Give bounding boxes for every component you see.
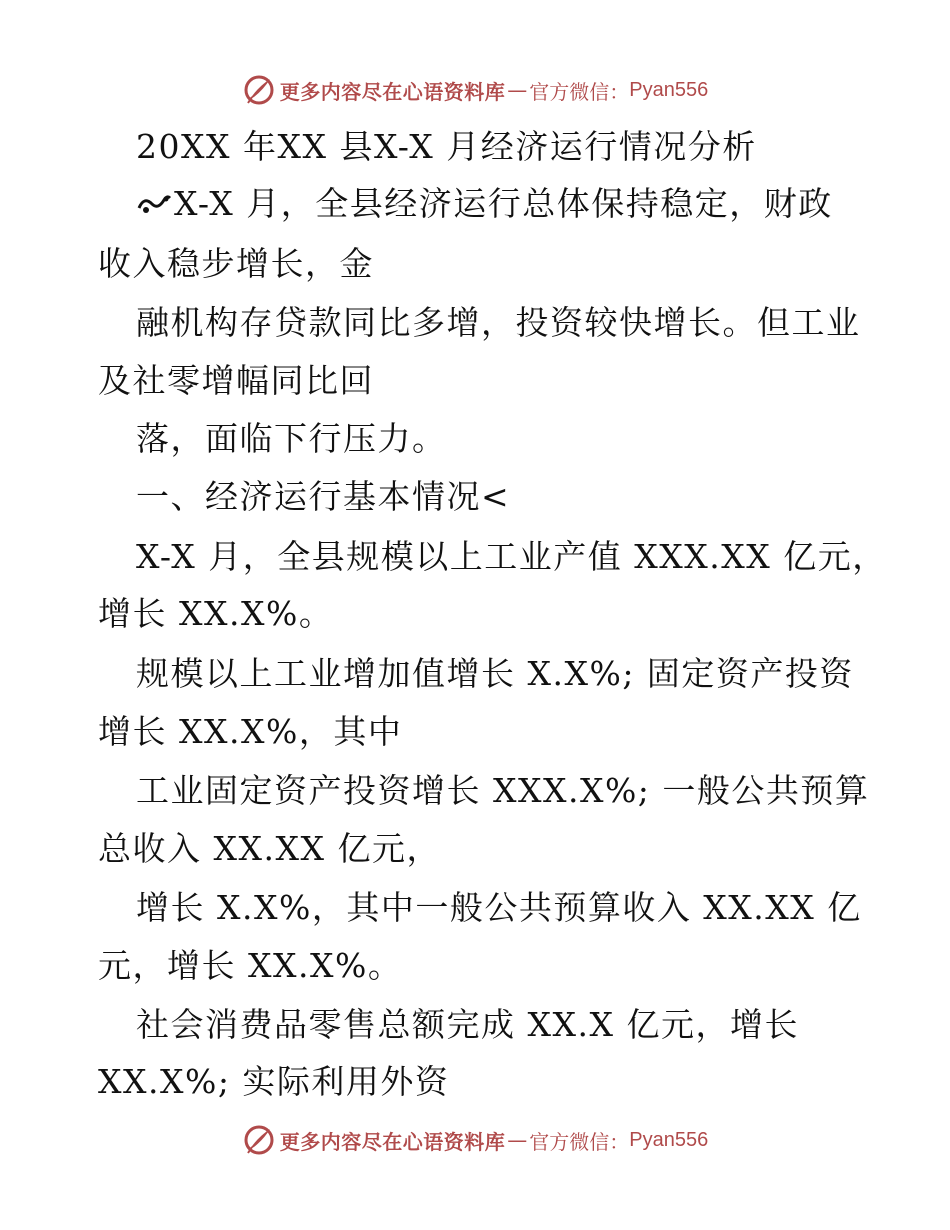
paragraph-line: XX.X%; 实际利用外资 [98, 1062, 450, 1101]
paragraph-line: 增长 XX.X%，其中 [98, 712, 403, 751]
paragraph-line: 总收入 XX.XX 亿元， [98, 829, 441, 868]
banner-wechat-label: 官方微信： [529, 1129, 630, 1154]
paragraph-line: 元，增长 XX.X%。 [98, 946, 403, 985]
banner-wechat-id: Pyan556 [629, 1128, 709, 1151]
paragraph-line: 社会消费品零售总额完成 XX.X 亿元，增长 [136, 1005, 799, 1044]
paragraph-line: 落，面临下行压力。 [136, 419, 447, 458]
banner-dash: — [507, 78, 528, 102]
swirl-bullet-icon [136, 187, 172, 215]
paragraph-line [136, 184, 833, 224]
quill-logo-icon [242, 1123, 276, 1157]
paragraph-line: 收入稳步增长，金 [98, 244, 374, 283]
banner-dash: — [507, 1128, 528, 1152]
footer-banner [0, 1120, 950, 1160]
banner-wechat-label: 官方微信： [529, 79, 630, 104]
section-heading: 一、经济运行基本情况< [136, 477, 511, 516]
paragraph-line: 及社零增幅同比回 [98, 361, 374, 400]
paragraph-line: 工业固定资产投资增长 XXX.X%; 一般公共预算 [136, 771, 870, 810]
paragraph-text: X-X 月，全县经济运行总体保持稳定，财政 [174, 184, 833, 223]
paragraph-line: X-X 月，全县规模以上工业产值 XXX.XX 亿元， [136, 537, 887, 576]
banner-slogan: 更多内容尽在心语资料库 [279, 1129, 506, 1154]
paragraph-line: 增长 XX.X%。 [98, 594, 334, 633]
document-title: 20XX 年XX 县X-X 月经济运行情况分析 [136, 127, 757, 166]
paragraph-line: 规模以上工业增加值增长 X.X%; 固定资产投资 [136, 654, 854, 693]
banner-wechat-id: Pyan556 [629, 78, 709, 101]
paragraph-line: 增长 X.X%，其中一般公共预算收入 XX.XX 亿 [136, 888, 862, 927]
banner-slogan: 更多内容尽在心语资料库 [279, 79, 506, 104]
paragraph-line: 融机构存贷款同比多增，投资较快增长。但工业 [136, 303, 861, 342]
